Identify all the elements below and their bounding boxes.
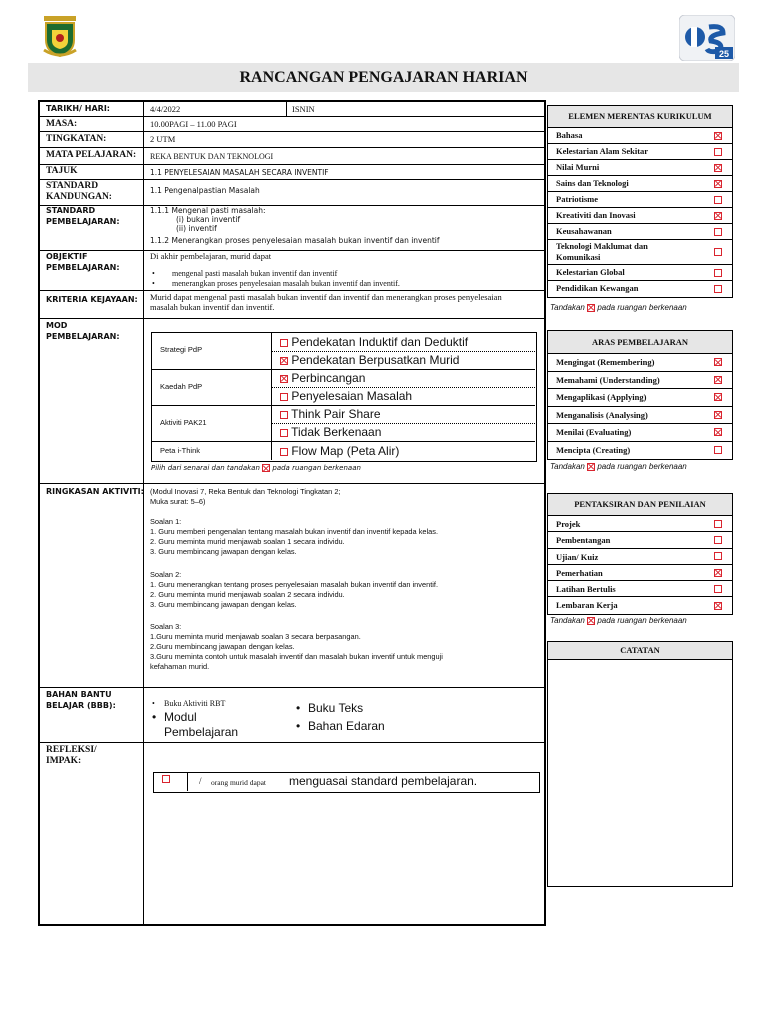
objektif-label-2: PEMBELAJARAN: — [46, 263, 120, 272]
ringkasan-line: Soalan 3: — [150, 621, 182, 631]
emk-row[interactable]: Sains dan Teknologi — [548, 176, 732, 192]
checkbox-icon — [714, 585, 722, 593]
pentaksiran-row[interactable]: Pembentangan — [548, 532, 732, 548]
ringkasan-line: 3.Guru meminta contoh untuk masalah inventif dan masalah bukan inventif untuk menguji — [150, 652, 443, 662]
kriteria-value: Murid dapat mengenal pasti masalah bukan inventif dan inventif dan menerangkan proses penyelesaian masalah bukan inventif dan inventif. — [150, 292, 502, 312]
checked-box-icon — [714, 180, 722, 188]
checked-box-icon — [714, 164, 722, 172]
mod-label-1: MOD — [46, 321, 68, 330]
mod-option[interactable]: Penyelesaian Masalah — [280, 389, 412, 403]
sk-value: 1.1 Pengenalpastian Masalah — [150, 186, 260, 195]
aktiviti-label: Aktiviti PAK21 — [160, 418, 207, 427]
pentaksiran-title: PENTAKSIRAN DAN PENILAIAN — [548, 494, 732, 516]
tingkatan-label: TINGKATAN: — [46, 134, 107, 144]
emk-row[interactable]: Patriotisme — [548, 192, 732, 208]
bbb-item: • Bahan Edaran — [294, 717, 385, 735]
ringkasan-line: Muka surat: 5–6) — [150, 497, 206, 507]
checkbox-icon — [714, 285, 722, 293]
kaedah-label: Kaedah PdP — [160, 382, 203, 391]
ringkasan-line: 2. Guru meminta murid menjawab soalan 1 secara individu. — [150, 537, 345, 547]
bbb-item: • Modul Pembelajaran — [150, 710, 264, 740]
mod-option[interactable]: Tidak Berkenaan — [280, 425, 381, 439]
objektif-intro: Di akhir pembelajaran, murid dapat — [150, 251, 272, 261]
refleksi-label-2: IMPAK: — [46, 756, 82, 766]
aras-note: Tandakan pada ruangan berkenaan — [550, 462, 687, 471]
strategi-label: Strategi PdP — [160, 345, 203, 354]
kriteria-label: KRITERIA KEJAYAAN: — [46, 295, 138, 304]
refleksi-small-text: orang murid dapat — [211, 778, 266, 787]
ringkasan-text — [150, 487, 443, 672]
checkbox-icon — [714, 536, 722, 544]
mod-option[interactable]: Think Pair Share — [280, 407, 381, 421]
checkbox-icon — [714, 148, 722, 156]
aras-row[interactable]: Mengaplikasi (Applying) — [548, 389, 732, 407]
emk-row[interactable]: Kreativiti dan Inovasi — [548, 208, 732, 224]
checkbox-icon — [714, 552, 722, 560]
sk-label-2: KANDUNGAN: — [46, 192, 112, 202]
checked-box-icon — [714, 358, 722, 366]
aras-row[interactable]: Memahami (Understanding) — [548, 372, 732, 390]
tarikh-value: 4/4/2022 — [150, 104, 181, 114]
checked-box-icon — [587, 617, 595, 625]
catatan-box — [547, 641, 733, 887]
mata-pelajaran-label: MATA PELAJARAN: — [46, 150, 137, 160]
ringkasan-line: (Modul Inovasi 7, Reka Bentuk dan Teknologi Tingkatan 2; — [150, 487, 341, 496]
mata-pelajaran-value: REKA BENTUK DAN TEKNOLOGI — [150, 152, 274, 161]
sp-line-3: (ii) inventif — [176, 224, 217, 233]
refleksi-box — [153, 772, 540, 793]
objektif-list — [150, 269, 400, 289]
checkbox-icon[interactable] — [162, 775, 170, 783]
hari-value: ISNIN — [292, 104, 315, 114]
checked-box-icon — [587, 463, 595, 471]
checkbox-icon — [714, 269, 722, 277]
page-title: RANCANGAN PENGAJARAN HARIAN — [28, 63, 739, 92]
ringkasan-line: kefahaman murid. — [150, 662, 210, 672]
sp-label-1: STANDARD — [46, 206, 96, 215]
emk-row[interactable]: Teknologi Maklumat dan Komunikasi — [548, 240, 732, 265]
bbb-col-2 — [294, 699, 385, 735]
pentaksiran-row[interactable]: Latihan Bertulis — [548, 581, 732, 597]
checkbox-icon — [714, 248, 722, 256]
checked-box-icon — [714, 569, 722, 577]
bbb-item: • Buku Teks — [294, 699, 385, 717]
pentaksiran-row[interactable]: Pemerhatian — [548, 565, 732, 581]
checked-box-icon — [280, 357, 288, 365]
peta-label: Peta i-Think — [160, 446, 201, 455]
checked-box-icon — [587, 304, 595, 312]
tajuk-value: 1.1 PENYELESAIAN MASALAH SECARA INVENTIF — [150, 168, 329, 177]
sp-label-2: PEMBELAJARAN: — [46, 217, 120, 226]
aras-row[interactable]: Mencipta (Creating) — [548, 442, 732, 460]
checkbox-icon — [714, 520, 722, 528]
checkbox-icon — [280, 429, 288, 437]
checked-box-icon — [262, 464, 270, 472]
aras-row[interactable]: Menilai (Evaluating) — [548, 424, 732, 442]
ringkasan-line: Soalan 1: — [150, 517, 182, 527]
catatan-title: CATATAN — [548, 642, 732, 660]
tarikh-label: TARIKH/ HARI: — [46, 104, 110, 113]
school-crest-logo — [40, 14, 80, 58]
emk-table — [547, 105, 733, 298]
refleksi-label-1: REFLEKSI/ — [46, 745, 97, 755]
emk-row[interactable]: Keusahawanan — [548, 224, 732, 240]
checkbox-icon — [280, 448, 288, 456]
aras-row[interactable]: Mengingat (Remembering) — [548, 354, 732, 372]
bbb-label-1: BAHAN BANTU — [46, 690, 112, 699]
checkbox-icon — [280, 411, 288, 419]
checkbox-icon — [714, 446, 722, 454]
checked-box-icon — [714, 376, 722, 384]
checkbox-icon — [280, 339, 288, 347]
aras-row[interactable]: Menganalisis (Analysing) — [548, 407, 732, 425]
checked-box-icon — [714, 602, 722, 610]
ringkasan-line: 3. Guru membincang jawapan dengan kelas. — [150, 547, 297, 557]
pentaksiran-row[interactable]: Ujian/ Kuiz — [548, 549, 732, 565]
checked-box-icon — [714, 212, 722, 220]
sp-line-2: (i) bukan inventif — [176, 215, 241, 224]
checkbox-icon — [714, 228, 722, 236]
bbb-item: • Buku Aktiviti RBT — [150, 698, 264, 710]
refleksi-slash: / — [199, 776, 202, 786]
emk-note: Tandakan pada ruangan berkenaan — [550, 303, 687, 312]
checkbox-icon — [280, 393, 288, 401]
emk-row[interactable]: Kelestarian Global — [548, 265, 732, 281]
sp-line-1: 1.1.1 Mengenal pasti masalah: — [150, 206, 266, 215]
mod-option[interactable]: Perbincangan — [280, 371, 365, 385]
emk-title: ELEMEN MERENTAS KURIKULUM — [548, 106, 732, 128]
checkbox-icon — [714, 196, 722, 204]
bbb-col-1 — [150, 698, 264, 740]
ringkasan-line: 1.Guru meminta murid menjawab soalan 3 secara berpasangan. — [150, 632, 361, 642]
refleksi-big-text: menguasai standard pembelajaran. — [289, 774, 478, 788]
pentaksiran-table — [547, 493, 733, 615]
pentaksiran-row[interactable]: Projek — [548, 516, 732, 532]
mod-option[interactable]: Pendekatan Berpusatkan Murid — [280, 353, 459, 367]
pentaksiran-row[interactable]: Lembaran Kerja — [548, 597, 732, 613]
mod-option[interactable]: Flow Map (Peta Alir) — [280, 444, 399, 458]
emk-row[interactable]: Pendidikan Kewangan — [548, 281, 732, 297]
ringkasan-line: 2. Guru meminta murid menjawab soalan 2 secara individu. — [150, 589, 345, 599]
emk-row[interactable]: Nilai Murni — [548, 160, 732, 176]
ringkasan-line: 1. Guru memberi pengenalan tentang masalah bukan inventif dan inventif kepada kelas. — [150, 527, 439, 537]
checked-box-icon — [714, 132, 722, 140]
checked-box-icon — [714, 411, 722, 419]
emk-row[interactable]: Kelestarian Alam Sekitar — [548, 144, 732, 160]
tingkatan-value: 2 UTM — [150, 134, 176, 144]
ringkasan-line: Soalan 2: — [150, 569, 182, 579]
mod-table — [151, 332, 537, 462]
mod-note: Pilih dari senarai dan tandakan pada ruangan berkenaan — [151, 464, 361, 472]
aras-table — [547, 330, 733, 460]
aras-title: ARAS PEMBELAJARAN — [548, 331, 732, 354]
checked-box-icon — [714, 393, 722, 401]
mod-option[interactable]: Pendekatan Induktif dan Deduktif — [280, 335, 468, 349]
emk-row[interactable]: Bahasa — [548, 128, 732, 144]
masa-label: MASA: — [46, 119, 78, 129]
lesson-plan-form — [38, 100, 546, 926]
objektif-item: • mengenal pasti masalah bukan inventif dan inventif — [150, 269, 400, 279]
logo-badge-number: 25 — [718, 49, 730, 59]
masa-value: 10.00PAGI – 11.00 PAGI — [150, 119, 237, 129]
ringkasan-line: 2.Guru membincang jawapan dengan kelas. — [150, 642, 295, 652]
ringkasan-line: 1. Guru menerangkan tentang proses penyelesaian masalah bukan inventif dan inventif. — [150, 579, 439, 589]
sk-label-1: STANDARD — [46, 181, 99, 191]
sp-line-4: 1.1.2 Menerangkan proses penyelesaian masalah bukan inventif dan inventif — [150, 236, 440, 245]
ringkasan-label: RINGKASAN AKTIVITI: — [46, 487, 144, 496]
ministry-25-logo — [679, 15, 735, 61]
pentaksiran-note: Tandakan pada ruangan berkenaan — [550, 616, 687, 625]
tajuk-label: TAJUK — [46, 166, 78, 176]
checked-box-icon — [280, 375, 288, 383]
mod-label-2: PEMBELAJARAN: — [46, 332, 120, 341]
ringkasan-line: 3. Guru membincang jawapan dengan kelas. — [150, 599, 297, 609]
bbb-label-2: BELAJAR (BBB): — [46, 701, 116, 710]
objektif-label-1: OBJEKTIF — [46, 252, 88, 261]
checked-box-icon — [714, 428, 722, 436]
objektif-item: • menerangkan proses penyelesaian masalah bukan inventif dan inventif. — [150, 279, 400, 289]
